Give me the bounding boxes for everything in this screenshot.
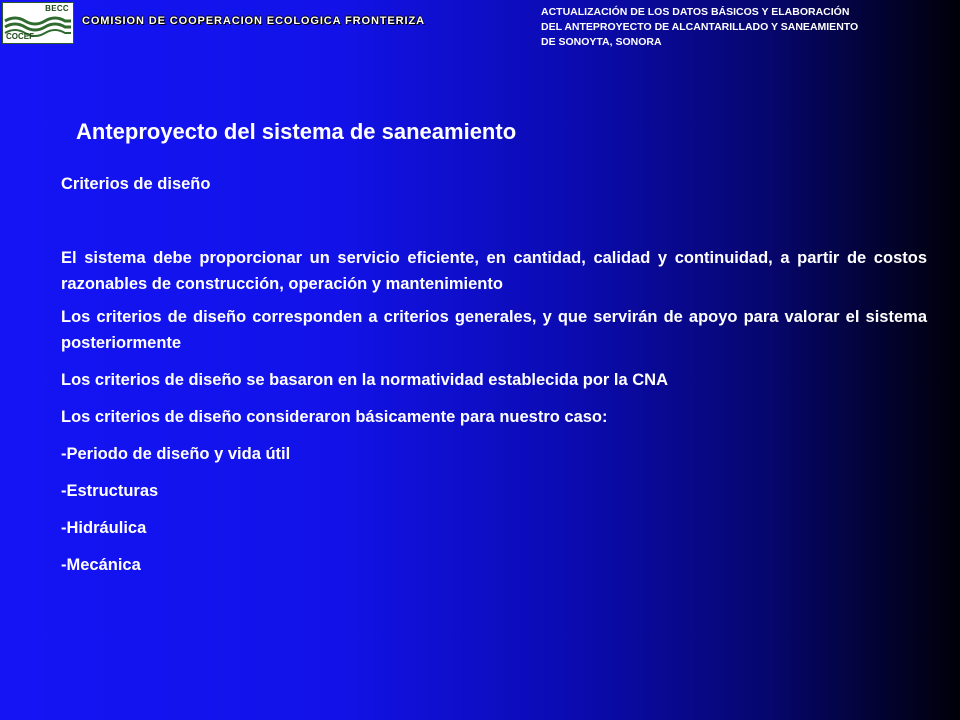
- project-title: [541, 5, 951, 50]
- content-paragraph: Los criterios de diseño se basaron en la normatividad establecida por la CNA: [61, 371, 669, 389]
- content-paragraph: Los criterios de diseño corresponden a criterios generales, y que servirán de apoyo para valorar el sistema posteriormente: [61, 308, 927, 352]
- slide-subtitle: Criterios de diseño: [61, 175, 211, 193]
- content-paragraph: El sistema debe proporcionar un servicio eficiente, en cantidad, calidad y continuidad, a partir de costos razonables de construcción, operación y mantenimiento: [61, 249, 927, 293]
- logo-text-cocef: COCEF: [6, 32, 34, 41]
- content-paragraph: Los criterios de diseño consideraron básicamente para nuestro caso:: [61, 408, 608, 426]
- project-title-line: DE SONOYTA, SONORA: [541, 36, 662, 48]
- organization-name: COMISION DE COOPERACION ECOLOGICA FRONTERIZA: [82, 15, 425, 27]
- project-title-line: DEL ANTEPROYECTO DE ALCANTARILLADO Y SANEAMIENTO: [541, 21, 859, 33]
- project-title-line: ACTUALIZACIÓN DE LOS DATOS BÁSICOS Y ELABORACIÓN: [541, 6, 850, 18]
- slide-content: [61, 245, 927, 589]
- criteria-list-item: -Hidráulica: [61, 519, 147, 537]
- logo-text-becc: BECC: [45, 4, 69, 13]
- becc-cocef-logo: [2, 2, 74, 44]
- criteria-list-item: -Periodo de diseño y vida útil: [61, 445, 291, 463]
- criteria-list-item: -Estructuras: [61, 482, 159, 500]
- criteria-list-item: -Mecánica: [61, 556, 141, 574]
- slide-title: Anteproyecto del sistema de saneamiento: [76, 119, 517, 144]
